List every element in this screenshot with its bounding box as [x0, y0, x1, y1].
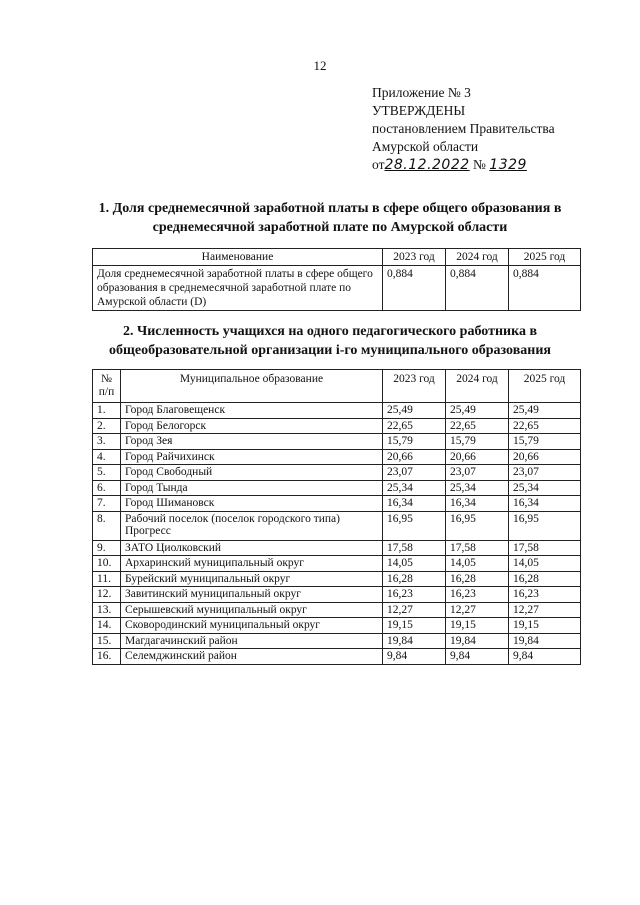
table-row — [93, 496, 581, 512]
value-2024-cell: 15,79 — [446, 434, 509, 450]
table-row — [93, 434, 581, 450]
approved-label: УТВЕРЖДЕНЫ — [372, 103, 466, 118]
value-2024-cell: 17,58 — [446, 540, 509, 556]
value-2025-cell: 23,07 — [509, 465, 581, 481]
column-header: 2025 год — [509, 370, 581, 403]
municipality-cell: Город Зея — [121, 434, 383, 450]
column-header: 2024 год — [446, 370, 509, 403]
value-2025-cell: 9,84 — [509, 649, 581, 665]
table-row — [93, 602, 581, 618]
value-2024-cell: 16,28 — [446, 571, 509, 587]
value-2025-cell: 19,15 — [509, 618, 581, 634]
table-row — [93, 266, 581, 311]
row-number-cell: 12. — [93, 587, 121, 603]
row-number-cell: 13. — [93, 602, 121, 618]
value-2023-cell: 16,28 — [383, 571, 446, 587]
value-2025-cell: 16,28 — [509, 571, 581, 587]
value-2023-cell: 25,34 — [383, 480, 446, 496]
municipality-cell: Магдагачинский район — [121, 633, 383, 649]
value-2023-cell: 14,05 — [383, 556, 446, 572]
value-2023-cell: 9,84 — [383, 649, 446, 665]
table-row — [93, 403, 581, 419]
value-2023-cell: 23,07 — [383, 465, 446, 481]
table-row — [93, 587, 581, 603]
table-row — [93, 418, 581, 434]
row-number-cell: 4. — [93, 449, 121, 465]
value-2025-cell: 25,49 — [509, 403, 581, 419]
value-2024-cell: 16,23 — [446, 587, 509, 603]
date-number-line — [372, 156, 555, 174]
value-2025-cell: 19,84 — [509, 633, 581, 649]
value-2023-cell: 19,84 — [383, 633, 446, 649]
value-2024-cell: 20,66 — [446, 449, 509, 465]
value-2025-cell: 16,34 — [509, 496, 581, 512]
column-header: 2024 год — [446, 249, 509, 266]
municipality-cell: Сковородинский муниципальный округ — [121, 618, 383, 634]
municipality-cell: Завитинский муниципальный округ — [121, 587, 383, 603]
value-2024-cell: 19,15 — [446, 618, 509, 634]
column-header: 2023 год — [383, 249, 446, 266]
value-2025-cell: 20,66 — [509, 449, 581, 465]
resolution-label: постановлением Правительства — [372, 121, 555, 136]
municipality-cell: Селемджинский район — [121, 649, 383, 665]
value-2024-cell: 9,84 — [446, 649, 509, 665]
date-prefix: от — [372, 157, 385, 172]
table-row — [93, 465, 581, 481]
value-2023-cell: 16,95 — [383, 511, 446, 540]
row-number-cell: 1. — [93, 403, 121, 419]
municipality-cell: Рабочий поселок (поселок городского типа) Прогресс — [121, 511, 383, 540]
row-number-cell: 5. — [93, 465, 121, 481]
row-number-cell: 16. — [93, 649, 121, 665]
value-2025-cell: 15,79 — [509, 434, 581, 450]
region-label: Амурской области — [372, 139, 479, 154]
value-cell: 0,884 — [383, 266, 446, 311]
table-row — [93, 649, 581, 665]
students-per-teacher-table — [92, 369, 581, 665]
row-number-cell: 9. — [93, 540, 121, 556]
municipality-cell: Город Белогорск — [121, 418, 383, 434]
section1-title: 1. Доля среднемесячной заработной платы в сфере общего образования в среднемесячной заработной плате по Амурской области — [98, 201, 562, 235]
value-2025-cell: 12,27 — [509, 602, 581, 618]
row-number-cell: 11. — [93, 571, 121, 587]
table-row — [93, 571, 581, 587]
row-number-cell: 14. — [93, 618, 121, 634]
column-header: Наименование — [93, 249, 383, 266]
value-2024-cell: 22,65 — [446, 418, 509, 434]
value-2025-cell: 14,05 — [509, 556, 581, 572]
municipality-cell: Город Свободный — [121, 465, 383, 481]
row-number-cell: 10. — [93, 556, 121, 572]
municipality-cell: ЗАТО Циолковский — [121, 540, 383, 556]
row-number-cell: 6. — [93, 480, 121, 496]
municipality-cell: Город Райчихинск — [121, 449, 383, 465]
row-number-cell: 2. — [93, 418, 121, 434]
value-2024-cell: 14,05 — [446, 556, 509, 572]
value-2025-cell: 16,23 — [509, 587, 581, 603]
handwritten-number: 1329 — [489, 157, 527, 173]
value-2023-cell: 16,23 — [383, 587, 446, 603]
row-number-cell: 7. — [93, 496, 121, 512]
value-2024-cell: 19,84 — [446, 633, 509, 649]
municipality-cell: Город Благовещенск — [121, 403, 383, 419]
row-number-cell: 8. — [93, 511, 121, 540]
column-header: 2023 год — [383, 370, 446, 403]
value-2025-cell: 25,34 — [509, 480, 581, 496]
value-2024-cell: 16,34 — [446, 496, 509, 512]
page-number: 12 — [313, 58, 327, 73]
handwritten-date: 28.12.2022 — [384, 157, 470, 173]
section2-title: 2. Численность учащихся на одного педагогического работника в общеобразовательной организации i-го муниципального образования — [109, 324, 551, 358]
indicator-name-cell: Доля среднемесячной заработной платы в сфере общего образования в среднемесячной заработной плате по Амурской области (D) — [93, 266, 383, 311]
table-row — [93, 480, 581, 496]
row-number-cell: 3. — [93, 434, 121, 450]
value-2023-cell: 17,58 — [383, 540, 446, 556]
value-2025-cell: 22,65 — [509, 418, 581, 434]
municipality-cell: Архаринский муниципальный округ — [121, 556, 383, 572]
table-header-row — [93, 370, 581, 403]
table-row — [93, 633, 581, 649]
table-header-row — [93, 249, 581, 266]
table-row — [93, 511, 581, 540]
municipality-cell: Город Шимановск — [121, 496, 383, 512]
value-2024-cell: 25,49 — [446, 403, 509, 419]
column-header: № п/п — [93, 370, 121, 403]
table-row — [93, 556, 581, 572]
value-cell: 0,884 — [446, 266, 509, 311]
value-2025-cell: 17,58 — [509, 540, 581, 556]
column-header: 2025 год — [509, 249, 581, 266]
value-2024-cell: 23,07 — [446, 465, 509, 481]
table-row — [93, 449, 581, 465]
value-2023-cell: 22,65 — [383, 418, 446, 434]
appendix-approval-block — [372, 84, 555, 174]
column-header: Муниципальное образование — [121, 370, 383, 403]
municipality-cell: Город Тында — [121, 480, 383, 496]
value-2023-cell: 25,49 — [383, 403, 446, 419]
value-cell: 0,884 — [509, 266, 581, 311]
salary-share-table — [92, 248, 581, 311]
number-label: № — [473, 157, 486, 172]
value-2023-cell: 16,34 — [383, 496, 446, 512]
value-2024-cell: 12,27 — [446, 602, 509, 618]
appendix-number: Приложение № 3 — [372, 85, 471, 100]
municipality-cell: Бурейский муниципальный округ — [121, 571, 383, 587]
value-2023-cell: 15,79 — [383, 434, 446, 450]
table-row — [93, 540, 581, 556]
table-row — [93, 618, 581, 634]
municipality-cell: Серышевский муниципальный округ — [121, 602, 383, 618]
value-2023-cell: 20,66 — [383, 449, 446, 465]
value-2025-cell: 16,95 — [509, 511, 581, 540]
value-2023-cell: 19,15 — [383, 618, 446, 634]
value-2024-cell: 16,95 — [446, 511, 509, 540]
value-2023-cell: 12,27 — [383, 602, 446, 618]
row-number-cell: 15. — [93, 633, 121, 649]
value-2024-cell: 25,34 — [446, 480, 509, 496]
